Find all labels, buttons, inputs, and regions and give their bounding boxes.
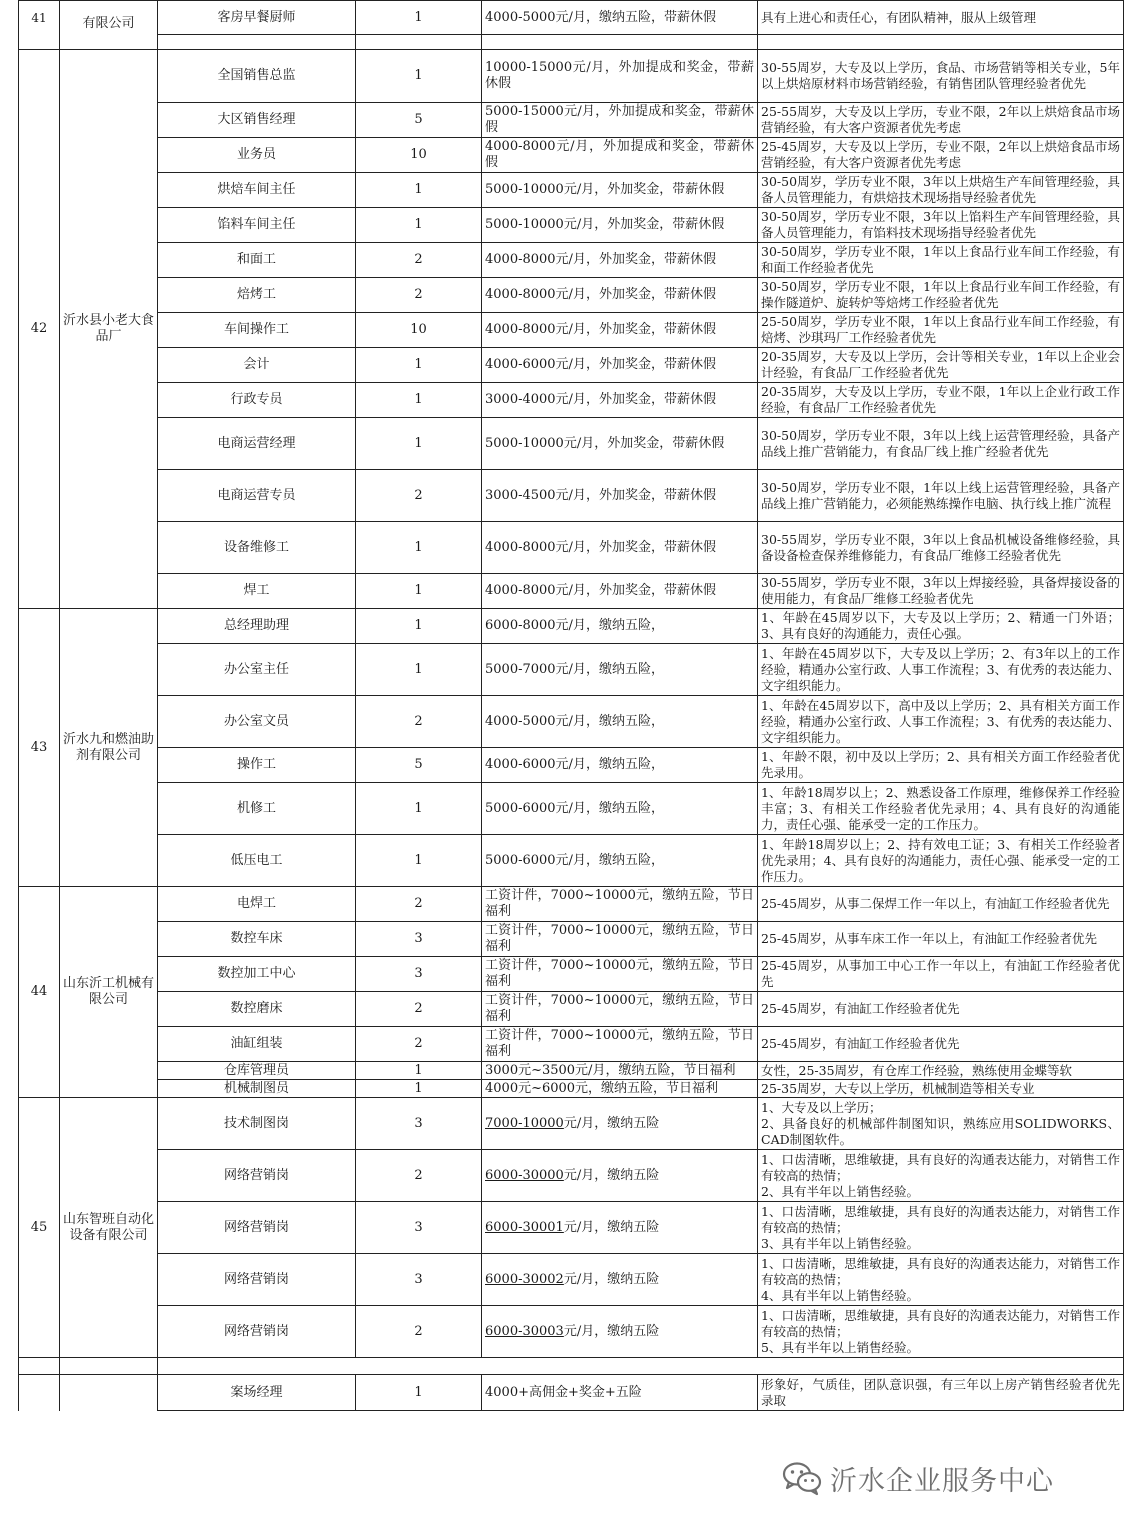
salary: 3000元~3500元/月，缴纳五险，节日福利 <box>482 1062 758 1080</box>
requirements: 1、年龄在45周岁以下，高中及以上学历；2、具有相关方面工作经验，精通办公室行政、人事工作流程；3、有优秀的表达能力、文字组织能力。 <box>758 696 1124 748</box>
headcount: 2 <box>356 1306 482 1358</box>
salary: 4000元~6000元，缴纳五险，节日福利 <box>482 1080 758 1098</box>
job-title: 网络营销岗 <box>158 1254 356 1306</box>
requirements: 30-50周岁，学历专业不限，3年以上馅料生产车间管理经验，具备人员管理能力，有馅料技术现场指导经验者优先 <box>758 208 1124 243</box>
wechat-icon <box>782 1461 822 1495</box>
salary <box>482 1202 758 1254</box>
job-title: 馅料车间主任 <box>158 208 356 243</box>
table-row <box>19 992 1124 1027</box>
job-title: 车间操作工 <box>158 313 356 348</box>
requirements <box>758 1306 1124 1358</box>
salary: 4000+高佣金+奖金+五险 <box>482 1375 758 1411</box>
requirements <box>758 1150 1124 1202</box>
requirements: 25-50周岁，学历专业不限，1年以上食品行业车间工作经验，有焙烤、沙琪玛厂工作经验者优先 <box>758 313 1124 348</box>
requirements: 30-50周岁，学历专业不限，3年以上烘焙生产车间管理经验，具备人员管理能力，有烘焙技术现场指导经验者优先 <box>758 173 1124 208</box>
salary <box>482 1306 758 1358</box>
company-number: 41 <box>19 1 60 50</box>
company-number: 43 <box>19 609 60 887</box>
table-row <box>19 1062 1124 1080</box>
headcount: 10 <box>356 313 482 348</box>
requirements: 1、年龄18周岁以上；2、熟悉设备工作原理，维修保养工作经验丰富；3、有相关工作经验者优先录用；4、具有良好的沟通能力，责任心强、能承受一定的工作压力。 <box>758 783 1124 835</box>
headcount: 1 <box>356 1375 482 1411</box>
table-row <box>19 1254 1124 1306</box>
job-title: 网络营销岗 <box>158 1202 356 1254</box>
table-row <box>19 313 1124 348</box>
job-title: 电焊工 <box>158 887 356 922</box>
table-row <box>19 1027 1124 1062</box>
salary: 3000-4000元/月，外加奖金，带薪休假 <box>482 383 758 418</box>
requirements <box>758 1098 1124 1150</box>
job-title: 数控车床 <box>158 922 356 957</box>
requirements: 形象好，气质佳，团队意识强，有三年以上房产销售经验者优先录取 <box>758 1375 1124 1411</box>
salary: 4000-5000元/月，缴纳五险， <box>482 696 758 748</box>
requirements: 30-55周岁，学历专业不限，3年以上食品机械设备维修经验，具备设备检查保养维修能力，有食品厂维修工经验者优先 <box>758 522 1124 574</box>
headcount: 1 <box>356 1080 482 1098</box>
table-row <box>19 1375 1124 1411</box>
job-title: 行政专员 <box>158 383 356 418</box>
watermark-text: 沂水企业服务中心 <box>830 1465 1054 1497</box>
table-row <box>19 887 1124 922</box>
table-row <box>19 278 1124 313</box>
salary: 4000-6000元/月，缴纳五险， <box>482 748 758 783</box>
job-title: 烘焙车间主任 <box>158 173 356 208</box>
company-name: 有限公司 <box>60 1 158 50</box>
company-name: 沂水县小老大食品厂 <box>60 50 158 609</box>
requirements: 25-45周岁，大专及以上学历，专业不限，2年以上烘焙食品市场营销经验，有大客户资源者优先考虑 <box>758 138 1124 173</box>
requirement-line: 1、口齿清晰，思维敏捷，具有良好的沟通表达能力，对销售工作有较高的热情； <box>761 1307 1120 1339</box>
job-title: 电商运营专员 <box>158 470 356 522</box>
headcount: 2 <box>356 278 482 313</box>
headcount: 1 <box>356 574 482 609</box>
salary: 4000-8000元/月，外加奖金，带薪休假 <box>482 522 758 574</box>
headcount: 1 <box>356 783 482 835</box>
table-row <box>19 103 1124 138</box>
requirement-line: 4、具有半年以上销售经验。 <box>761 1287 919 1303</box>
requirements: 25-35周岁，大专以上学历，机械制造等相关专业 <box>758 1080 1124 1098</box>
headcount: 1 <box>356 208 482 243</box>
table-row <box>19 1080 1124 1098</box>
table-row <box>19 922 1124 957</box>
salary: 5000-10000元/月，外加奖金，带薪休假 <box>482 418 758 470</box>
requirements: 20-35周岁，大专及以上学历，专业不限，1年以上企业行政工作经验，有食品厂工作经验者优先 <box>758 383 1124 418</box>
job-title: 大区销售经理 <box>158 103 356 138</box>
requirements: 30-50周岁，学历专业不限，3年以上线上运营管理经验，具备产品线上推广营销能力，有食品厂线上推广经验者优先 <box>758 418 1124 470</box>
salary: 3000-4500元/月，外加奖金，带薪休假 <box>482 470 758 522</box>
table-row <box>19 1358 1124 1375</box>
headcount: 2 <box>356 1150 482 1202</box>
headcount: 1 <box>356 418 482 470</box>
table-row <box>19 835 1124 887</box>
table-row <box>19 418 1124 470</box>
table-row <box>19 1202 1124 1254</box>
job-title: 仓库管理员 <box>158 1062 356 1080</box>
salary: 工资计件，7000~10000元，缴纳五险，节日福利 <box>482 992 758 1027</box>
table-row <box>19 574 1124 609</box>
salary: 10000-15000元/月，外加提成和奖金，带薪休假 <box>482 50 758 103</box>
job-title: 网络营销岗 <box>158 1306 356 1358</box>
headcount: 1 <box>356 348 482 383</box>
salary: 5000-6000元/月，缴纳五险， <box>482 835 758 887</box>
job-title: 办公室主任 <box>158 644 356 696</box>
company-name: 山东智班自动化设备有限公司 <box>60 1098 158 1358</box>
salary: 4000-6000元/月，外加奖金，带薪休假 <box>482 348 758 383</box>
requirements: 30-55周岁，大专及以上学历，食品、市场营销等相关专业，5年以上烘焙原材料市场营销经验，有销售团队管理经验者优先 <box>758 50 1124 103</box>
requirement-line: 2、具备良好的机械部件制图知识，熟练应用SOLIDWORKS、CAD制图软件。 <box>761 1115 1120 1147</box>
requirements: 1、年龄在45周岁以下，大专及以上学历；2、有3年以上的工作经验，精通办公室行政、人事工作流程；3、有优秀的表达能力、文字组织能力。 <box>758 644 1124 696</box>
headcount: 1 <box>356 1 482 35</box>
company-number: 44 <box>19 887 60 1098</box>
headcount: 3 <box>356 922 482 957</box>
headcount: 3 <box>356 957 482 992</box>
job-title: 全国销售总监 <box>158 50 356 103</box>
table-row <box>19 783 1124 835</box>
table-row <box>19 1 1124 35</box>
headcount: 1 <box>356 383 482 418</box>
salary-terms: 元/月，缴纳五险 <box>563 1323 660 1339</box>
table-row <box>19 1098 1124 1150</box>
headcount: 2 <box>356 887 482 922</box>
salary-range: 6000-30001 <box>485 1219 564 1235</box>
table-row <box>19 348 1124 383</box>
salary: 工资计件，7000~10000元，缴纳五险，节日福利 <box>482 887 758 922</box>
salary: 4000-8000元/月，外加奖金，带薪休假 <box>482 313 758 348</box>
table-row <box>19 644 1124 696</box>
company-name: 山东沂工机械有限公司 <box>60 887 158 1098</box>
table-row <box>19 522 1124 574</box>
requirement-line: 5、具有半年以上销售经验。 <box>761 1339 919 1355</box>
headcount: 2 <box>356 243 482 278</box>
requirements: 25-45周岁，从事二保焊工作一年以上，有油缸工作经验者优先 <box>758 887 1124 922</box>
headcount: 1 <box>356 173 482 208</box>
salary: 工资计件，7000~10000元，缴纳五险，节日福利 <box>482 922 758 957</box>
job-listing-table <box>18 0 1124 1411</box>
company-name: 沂水九和燃油助剂有限公司 <box>60 609 158 887</box>
table-row <box>19 696 1124 748</box>
headcount: 5 <box>356 103 482 138</box>
requirements: 30-50周岁，学历专业不限，1年以上食品行业车间工作经验，有操作隧道炉、旋转炉等焙烤工作经验者优先 <box>758 278 1124 313</box>
job-title: 焙烤工 <box>158 278 356 313</box>
table-row <box>19 173 1124 208</box>
salary: 工资计件，7000~10000元，缴纳五险，节日福利 <box>482 957 758 992</box>
headcount: 2 <box>356 992 482 1027</box>
requirements: 30-55周岁，学历专业不限，3年以上焊接经验，具备焊接设备的使用能力，有食品厂维修工经验者优先 <box>758 574 1124 609</box>
requirement-line: 1、口齿清晰，思维敏捷，具有良好的沟通表达能力，对销售工作有较高的热情； <box>761 1255 1120 1287</box>
requirements: 25-55周岁，大专及以上学历，专业不限，2年以上烘焙食品市场营销经验，有大客户资源者优先考虑 <box>758 103 1124 138</box>
requirements: 30-50周岁，学历专业不限，1年以上食品行业车间工作经验，有和面工作经验者优先 <box>758 243 1124 278</box>
headcount: 1 <box>356 644 482 696</box>
headcount: 2 <box>356 696 482 748</box>
salary: 5000-6000元/月，缴纳五险， <box>482 783 758 835</box>
requirement-line: 1、口齿清晰，思维敏捷，具有良好的沟通表达能力，对销售工作有较高的热情； <box>761 1203 1120 1235</box>
requirements: 1、年龄在45周岁以下，大专及以上学历；2、精通一门外语；3、具有良好的沟通能力，责任心强。 <box>758 609 1124 644</box>
requirements <box>758 1254 1124 1306</box>
table-row <box>19 243 1124 278</box>
job-title: 数控加工中心 <box>158 957 356 992</box>
headcount: 2 <box>356 470 482 522</box>
headcount: 3 <box>356 1098 482 1150</box>
requirement-line: 1、口齿清晰，思维敏捷，具有良好的沟通表达能力，对销售工作有较高的热情； <box>761 1151 1120 1183</box>
job-table-body <box>19 1 1124 1411</box>
table-row <box>19 470 1124 522</box>
salary-terms: 元/月，缴纳五险 <box>563 1271 660 1287</box>
salary-range: 7000-10000 <box>485 1115 564 1131</box>
headcount: 5 <box>356 748 482 783</box>
job-title: 设备维修工 <box>158 522 356 574</box>
headcount: 10 <box>356 138 482 173</box>
salary: 5000-10000元/月，外加奖金，带薪休假 <box>482 208 758 243</box>
requirement-line: 3、具有半年以上销售经验。 <box>761 1235 919 1251</box>
salary-terms: 元/月，缴纳五险 <box>563 1167 660 1183</box>
salary: 5000-15000元/月，外加提成和奖金，带薪休假 <box>482 103 758 138</box>
salary <box>482 1098 758 1150</box>
table-row <box>19 383 1124 418</box>
job-title: 总经理助理 <box>158 609 356 644</box>
requirements: 25-45周岁，有油缸工作经验者优先 <box>758 992 1124 1027</box>
requirements: 女性，25-35周岁，有仓库工作经验，熟练使用金蝶等软 <box>758 1062 1124 1080</box>
job-title: 操作工 <box>158 748 356 783</box>
job-title: 机修工 <box>158 783 356 835</box>
job-title: 客房早餐厨师 <box>158 1 356 35</box>
job-title: 业务员 <box>158 138 356 173</box>
table-row <box>19 748 1124 783</box>
salary: 4000-8000元/月，外加奖金，带薪休假 <box>482 243 758 278</box>
salary: 5000-10000元/月，外加奖金，带薪休假 <box>482 173 758 208</box>
salary <box>482 1254 758 1306</box>
table-row <box>19 1150 1124 1202</box>
table-row <box>19 609 1124 644</box>
salary: 6000-8000元/月，缴纳五险， <box>482 609 758 644</box>
table-row <box>19 35 1124 50</box>
salary: 工资计件，7000~10000元，缴纳五险，节日福利 <box>482 1027 758 1062</box>
salary: 4000-5000元/月，缴纳五险，带薪休假 <box>482 1 758 35</box>
requirements: 1、年龄18周岁以上；2、持有效电工证；3、有相关工作经验者优先录用；4、具有良好的沟通能力，责任心强、能承受一定的工作压力。 <box>758 835 1124 887</box>
table-row <box>19 138 1124 173</box>
company-number: 42 <box>19 50 60 609</box>
table-row <box>19 50 1124 103</box>
job-title: 技术制图岗 <box>158 1098 356 1150</box>
job-title: 焊工 <box>158 574 356 609</box>
requirements: 具有上进心和责任心，有团队精神，服从上级管理 <box>758 1 1124 35</box>
table-row <box>19 208 1124 243</box>
salary: 5000-7000元/月，缴纳五险， <box>482 644 758 696</box>
job-title: 案场经理 <box>158 1375 356 1411</box>
headcount: 1 <box>356 1062 482 1080</box>
requirements: 25-45周岁，从事车床工作一年以上，有油缸工作经验者优先 <box>758 922 1124 957</box>
salary-range: 6000-30002 <box>485 1271 564 1287</box>
job-title: 油缸组装 <box>158 1027 356 1062</box>
headcount: 1 <box>356 835 482 887</box>
watermark <box>782 1458 1054 1498</box>
headcount: 3 <box>356 1254 482 1306</box>
salary <box>482 1150 758 1202</box>
headcount: 3 <box>356 1202 482 1254</box>
job-title: 会计 <box>158 348 356 383</box>
job-title: 低压电工 <box>158 835 356 887</box>
job-title: 机械制图员 <box>158 1080 356 1098</box>
job-title: 数控磨床 <box>158 992 356 1027</box>
requirements: 25-45周岁，有油缸工作经验者优先 <box>758 1027 1124 1062</box>
salary-terms: 元/月，缴纳五险 <box>563 1115 660 1131</box>
job-title: 办公室文员 <box>158 696 356 748</box>
salary: 4000-8000元/月，外加提成和奖金，带薪休假 <box>482 138 758 173</box>
headcount: 1 <box>356 522 482 574</box>
headcount: 2 <box>356 1027 482 1062</box>
requirements: 25-45周岁，从事加工中心工作一年以上，有油缸工作经验者优先 <box>758 957 1124 992</box>
requirements <box>758 1202 1124 1254</box>
table-row <box>19 1306 1124 1358</box>
salary-terms: 元/月，缴纳五险 <box>563 1219 660 1235</box>
salary: 4000-8000元/月，外加奖金，带薪休假 <box>482 278 758 313</box>
salary: 4000-8000元/月，外加奖金，带薪休假 <box>482 574 758 609</box>
company-number: 45 <box>19 1098 60 1358</box>
job-title: 和面工 <box>158 243 356 278</box>
salary-range: 6000-30003 <box>485 1323 564 1339</box>
table-row <box>19 957 1124 992</box>
job-title: 电商运营经理 <box>158 418 356 470</box>
salary-range: 6000-30000 <box>485 1167 564 1183</box>
headcount: 1 <box>356 50 482 103</box>
requirements: 20-35周岁，大专及以上学历，会计等相关专业，1年以上企业会计经验，有食品厂工作经验者优先 <box>758 348 1124 383</box>
headcount: 1 <box>356 609 482 644</box>
requirement-line: 2、具有半年以上销售经验。 <box>761 1183 919 1199</box>
requirements: 30-50周岁，学历专业不限，1年以上线上运营管理经验，具备产品线上推广营销能力，必须能熟练操作电脑、执行线上推广流程 <box>758 470 1124 522</box>
job-title: 网络营销岗 <box>158 1150 356 1202</box>
requirement-line: 1、大专及以上学历； <box>761 1099 882 1115</box>
requirements: 1、年龄不限，初中及以上学历；2、具有相关方面工作经验者优先录用。 <box>758 748 1124 783</box>
